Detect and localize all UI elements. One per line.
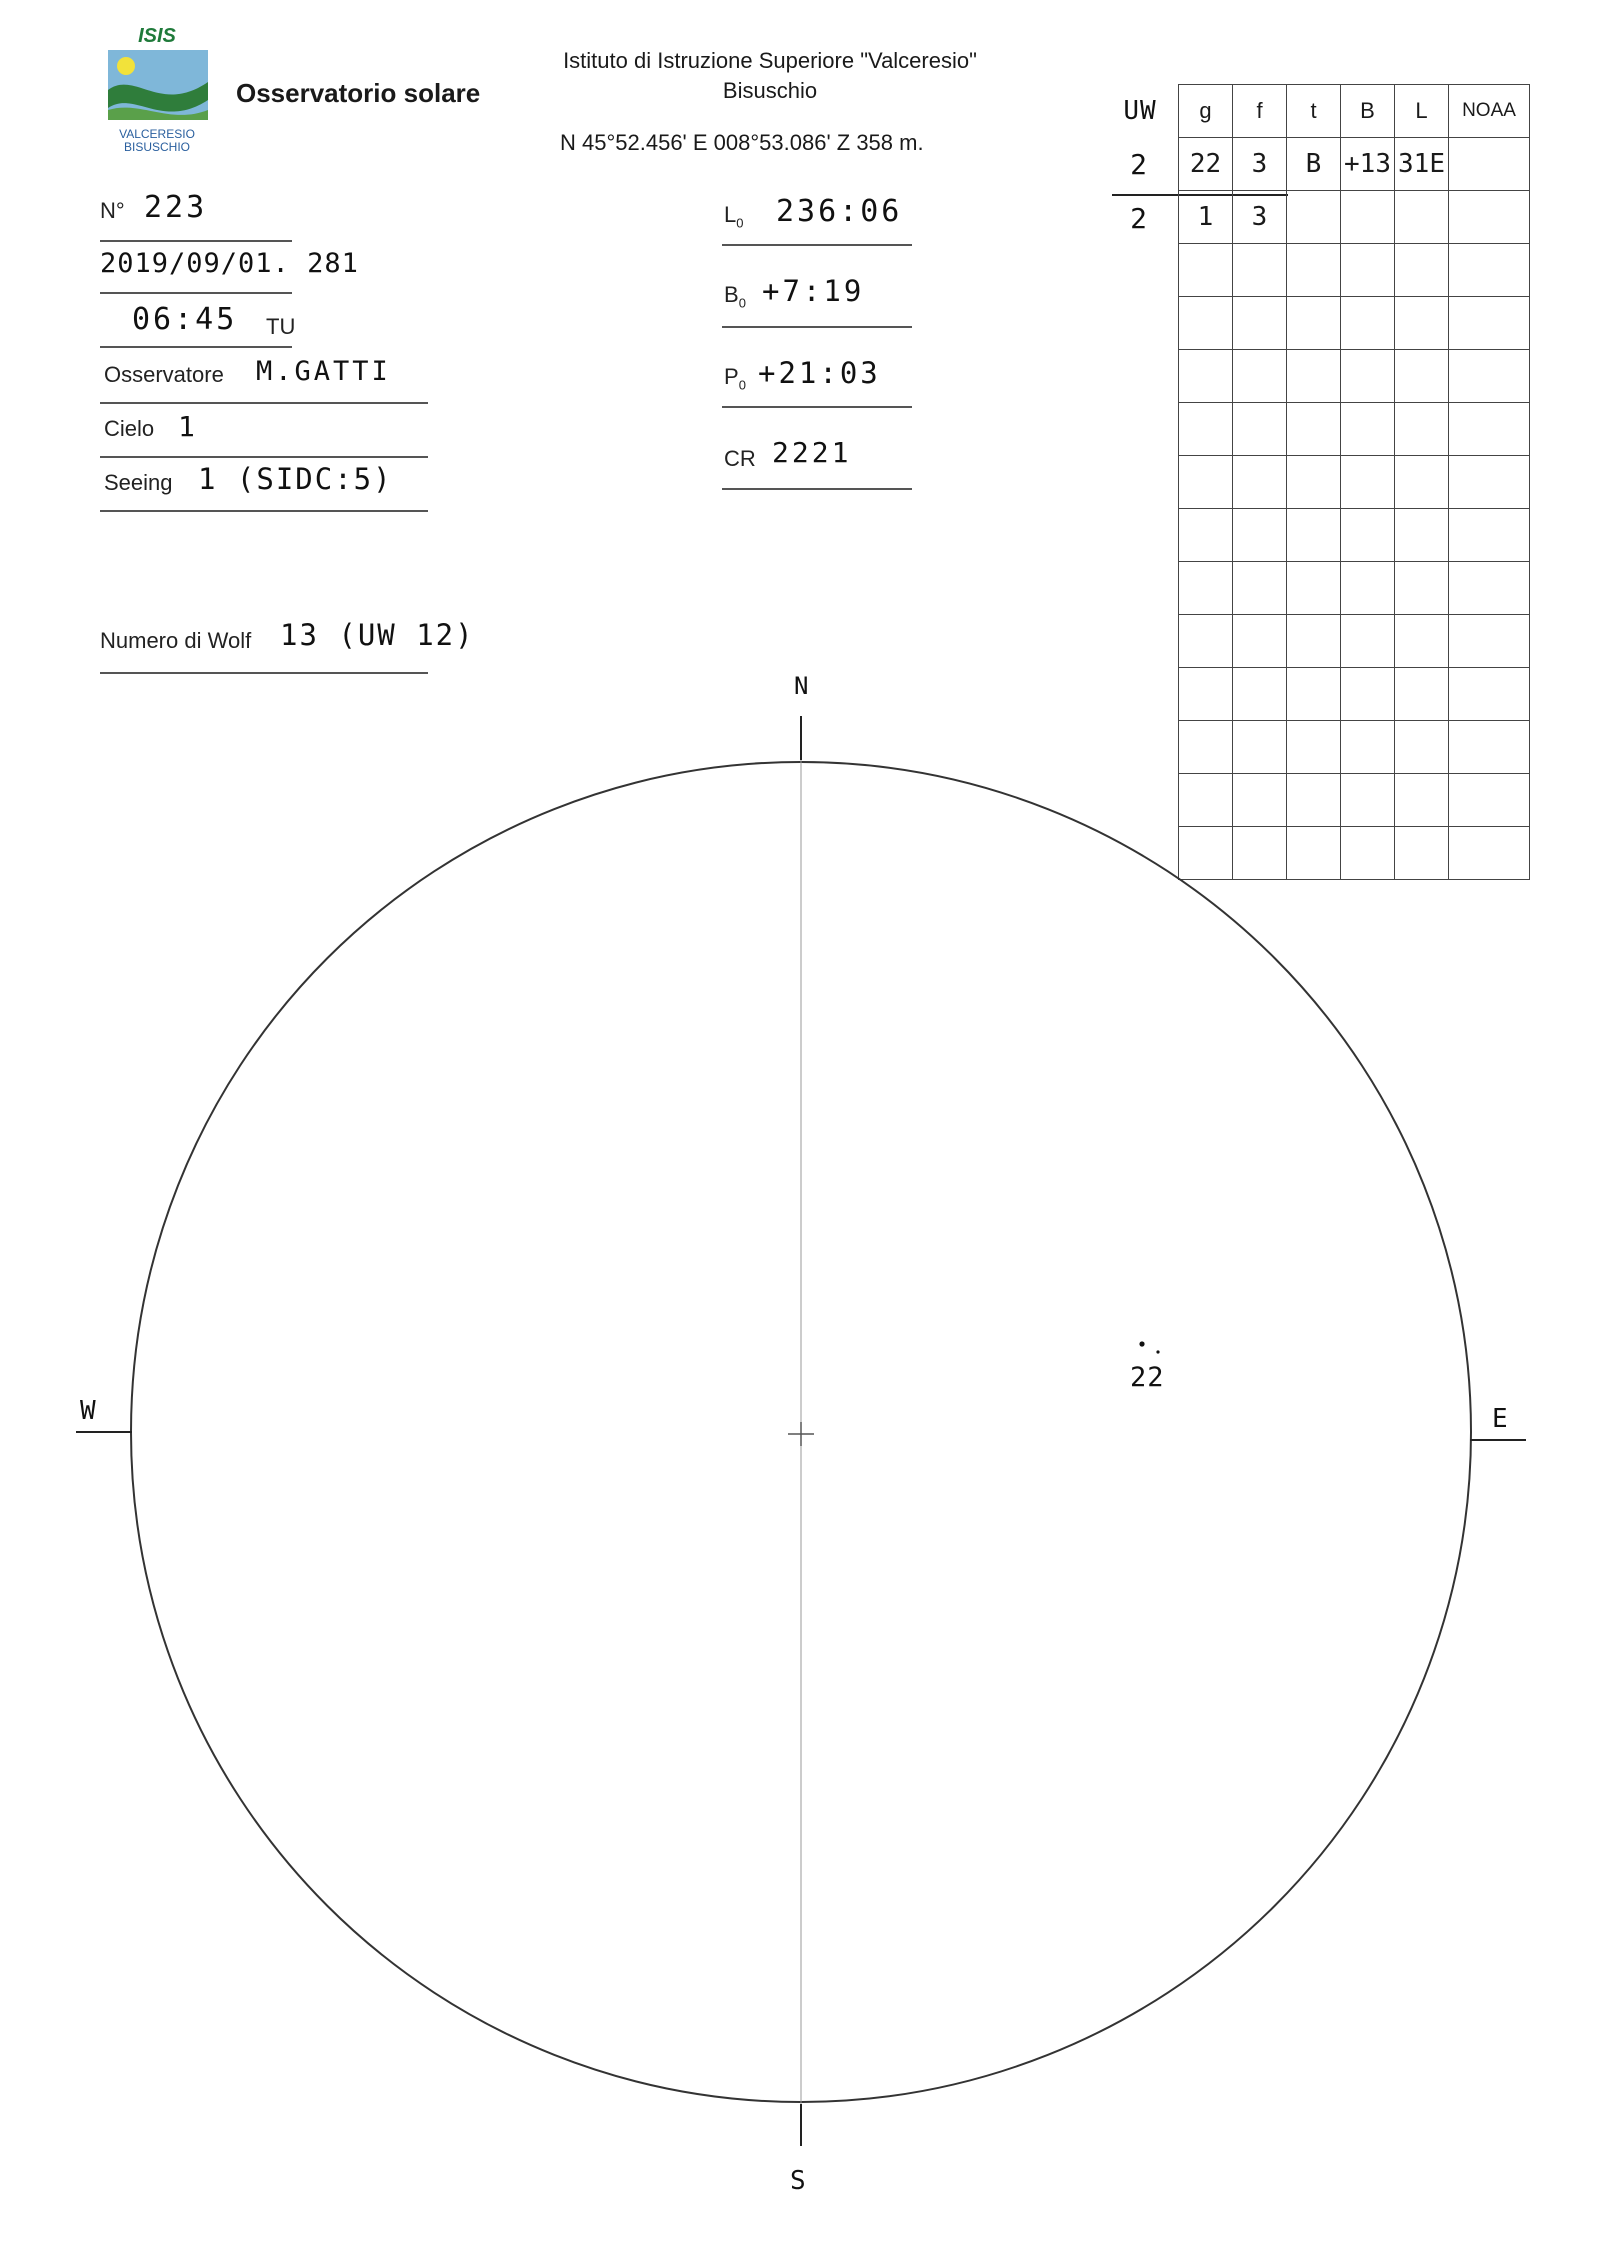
table-cell: B xyxy=(1287,138,1341,191)
south-label: S xyxy=(790,2166,806,2196)
table-cell xyxy=(1233,562,1287,615)
table-cell xyxy=(1287,297,1341,350)
table-cell xyxy=(1179,350,1233,403)
number-rule xyxy=(100,240,292,242)
empty-table-row xyxy=(1179,721,1530,774)
sunspot xyxy=(1139,1341,1144,1346)
seeing-value: 1 (SIDC:5) xyxy=(198,462,393,496)
table-cell xyxy=(1233,244,1287,297)
institute-name: Istituto di Istruzione Superiore "Valceresio" xyxy=(563,48,977,73)
logo-text-top: ISIS xyxy=(138,25,176,47)
l0-label: $L_0$ xyxy=(724,202,744,231)
north-label: N xyxy=(794,672,809,700)
table-cell xyxy=(1449,774,1530,827)
table-cell xyxy=(1449,668,1530,721)
table-cell xyxy=(1287,615,1341,668)
table-cell xyxy=(1449,827,1530,880)
l0-value: 236:06 xyxy=(776,194,903,229)
p0-value: +21:03 xyxy=(758,356,881,390)
wolf-label: Numero di Wolf xyxy=(100,628,252,653)
table-cell xyxy=(1233,297,1287,350)
table-cell xyxy=(1449,721,1530,774)
logo-graphic xyxy=(100,20,215,160)
empty-table-row xyxy=(1179,668,1530,721)
empty-table-row xyxy=(1179,403,1530,456)
empty-table-row xyxy=(1179,350,1530,403)
table-cell xyxy=(1179,562,1233,615)
empty-table-row xyxy=(1179,509,1530,562)
table-cell xyxy=(1449,509,1530,562)
table-cell xyxy=(1395,827,1449,880)
table-cell xyxy=(1179,244,1233,297)
time-unit: TU xyxy=(266,314,296,339)
table-cell xyxy=(1287,668,1341,721)
table-row xyxy=(1179,191,1530,244)
table-cell xyxy=(1395,668,1449,721)
table-cell xyxy=(1449,615,1530,668)
empty-table-row xyxy=(1179,774,1530,827)
table-cell xyxy=(1179,456,1233,509)
table-cell xyxy=(1395,297,1449,350)
empty-rows xyxy=(1179,244,1530,880)
seeing-rule xyxy=(100,510,428,512)
b0-label: $B_0$ xyxy=(724,282,746,311)
table-cell xyxy=(1395,774,1449,827)
time-value: 06:45 xyxy=(132,302,238,337)
cr-label: CR xyxy=(724,446,756,471)
table-cell: 22 xyxy=(1179,138,1233,191)
col-header-b: B xyxy=(1341,85,1395,138)
observatory-title: Osservatorio solare xyxy=(236,78,481,108)
table-cell: 1 xyxy=(1179,191,1233,244)
table-cell xyxy=(1179,615,1233,668)
table-cell xyxy=(1395,191,1449,244)
p0-label: $P_0$ xyxy=(724,364,746,393)
uw-row-2: 2 xyxy=(1130,202,1150,235)
table-cell xyxy=(1395,615,1449,668)
table-cell xyxy=(1233,615,1287,668)
table-cell xyxy=(1341,403,1395,456)
table-cell xyxy=(1179,827,1233,880)
col-header-noaa: NOAA xyxy=(1449,85,1530,138)
cr-rule xyxy=(722,488,912,490)
table-cell xyxy=(1287,562,1341,615)
table-cell xyxy=(1179,403,1233,456)
sky-rule xyxy=(100,456,428,458)
number-label: N° xyxy=(100,198,125,223)
table-cell xyxy=(1179,668,1233,721)
col-header-t: t xyxy=(1287,85,1341,138)
uw-row-1: 2 xyxy=(1130,148,1150,181)
table-cell xyxy=(1287,403,1341,456)
table-cell xyxy=(1395,562,1449,615)
table-cell xyxy=(1449,350,1530,403)
table-cell xyxy=(1449,562,1530,615)
table-cell xyxy=(1233,721,1287,774)
site-coordinates: N 45°52.456' E 008°53.086' Z 358 m. xyxy=(560,130,924,155)
table-cell xyxy=(1179,297,1233,350)
empty-table-row xyxy=(1179,456,1530,509)
table-cell xyxy=(1179,774,1233,827)
table-cell xyxy=(1287,774,1341,827)
seeing-label: Seeing xyxy=(104,470,173,495)
p0-rule xyxy=(722,406,912,408)
table-cell xyxy=(1449,297,1530,350)
table-cell xyxy=(1395,403,1449,456)
empty-table-row xyxy=(1179,615,1530,668)
table-cell xyxy=(1233,456,1287,509)
table-cell xyxy=(1287,244,1341,297)
sky-value: 1 xyxy=(178,410,198,443)
l0-rule xyxy=(722,244,912,246)
table-cell xyxy=(1449,403,1530,456)
wolf-rule xyxy=(100,672,428,674)
table-cell xyxy=(1179,721,1233,774)
table-cell xyxy=(1179,509,1233,562)
date-rule xyxy=(100,292,292,294)
sunspot-table xyxy=(1178,84,1530,880)
table-cell xyxy=(1341,244,1395,297)
table-cell xyxy=(1395,456,1449,509)
empty-table-row xyxy=(1179,244,1530,297)
table-cell xyxy=(1287,721,1341,774)
table-cell xyxy=(1341,191,1395,244)
col-header-l: L xyxy=(1395,85,1449,138)
b0-value: +7:19 xyxy=(762,274,865,308)
table-cell xyxy=(1395,509,1449,562)
table-cell xyxy=(1287,456,1341,509)
table-cell xyxy=(1341,297,1395,350)
east-label: E xyxy=(1492,1404,1508,1434)
sunspot xyxy=(1156,1350,1159,1353)
col-header-f: f xyxy=(1233,85,1287,138)
table-cell xyxy=(1341,509,1395,562)
uw-header: UW xyxy=(1123,96,1157,126)
table-cell xyxy=(1287,827,1341,880)
institute-logo xyxy=(100,20,215,165)
table-cell xyxy=(1233,403,1287,456)
table-cell xyxy=(1341,827,1395,880)
table-cell xyxy=(1233,827,1287,880)
table-cell xyxy=(1233,668,1287,721)
table-cell xyxy=(1395,244,1449,297)
table-cell xyxy=(1395,721,1449,774)
table-cell: +13 xyxy=(1341,138,1395,191)
b0-rule xyxy=(722,326,912,328)
group-label: 22 xyxy=(1130,1362,1165,1393)
table-cell xyxy=(1233,509,1287,562)
institute-town: Bisuschio xyxy=(722,78,818,103)
table-row xyxy=(1179,138,1530,191)
solar-disk-outline xyxy=(131,762,1471,2102)
table-cell xyxy=(1233,350,1287,403)
table-cell xyxy=(1341,615,1395,668)
table-cell xyxy=(1449,456,1530,509)
table-cell xyxy=(1341,721,1395,774)
table-cell xyxy=(1341,774,1395,827)
table-cell xyxy=(1341,562,1395,615)
date-value: 2019/09/01. 281 xyxy=(100,248,359,279)
institute-block xyxy=(520,46,1020,106)
table-cell xyxy=(1287,350,1341,403)
number-value: 223 xyxy=(144,190,208,225)
table-cell xyxy=(1287,191,1341,244)
observer-rule xyxy=(100,402,428,404)
table-cell xyxy=(1341,668,1395,721)
table-cell: 3 xyxy=(1233,191,1287,244)
table-cell xyxy=(1449,244,1530,297)
observer-value: M.GATTI xyxy=(256,356,391,387)
table-cell xyxy=(1449,138,1530,191)
logo-text-bottom-2: BISUSCHIO xyxy=(123,140,191,154)
table-header-row xyxy=(1179,85,1530,138)
col-header-g: g xyxy=(1179,85,1233,138)
empty-table-row xyxy=(1179,297,1530,350)
table-cell: 31E xyxy=(1395,138,1449,191)
table-cell xyxy=(1287,509,1341,562)
sky-label: Cielo xyxy=(104,416,155,441)
table-cell: 3 xyxy=(1233,138,1287,191)
wolf-value: 13 (UW 12) xyxy=(280,618,475,652)
logo-text-bottom-1: VALCERESIO xyxy=(119,127,195,141)
west-label: W xyxy=(80,1396,96,1426)
empty-table-row xyxy=(1179,827,1530,880)
observer-label: Osservatore xyxy=(104,362,224,387)
table-cell xyxy=(1449,191,1530,244)
table-cell xyxy=(1341,456,1395,509)
cr-value: 2221 xyxy=(772,436,852,469)
table-cell xyxy=(1341,350,1395,403)
empty-table-row xyxy=(1179,562,1530,615)
table-cell xyxy=(1233,774,1287,827)
time-rule xyxy=(100,346,292,348)
table-cell xyxy=(1395,350,1449,403)
